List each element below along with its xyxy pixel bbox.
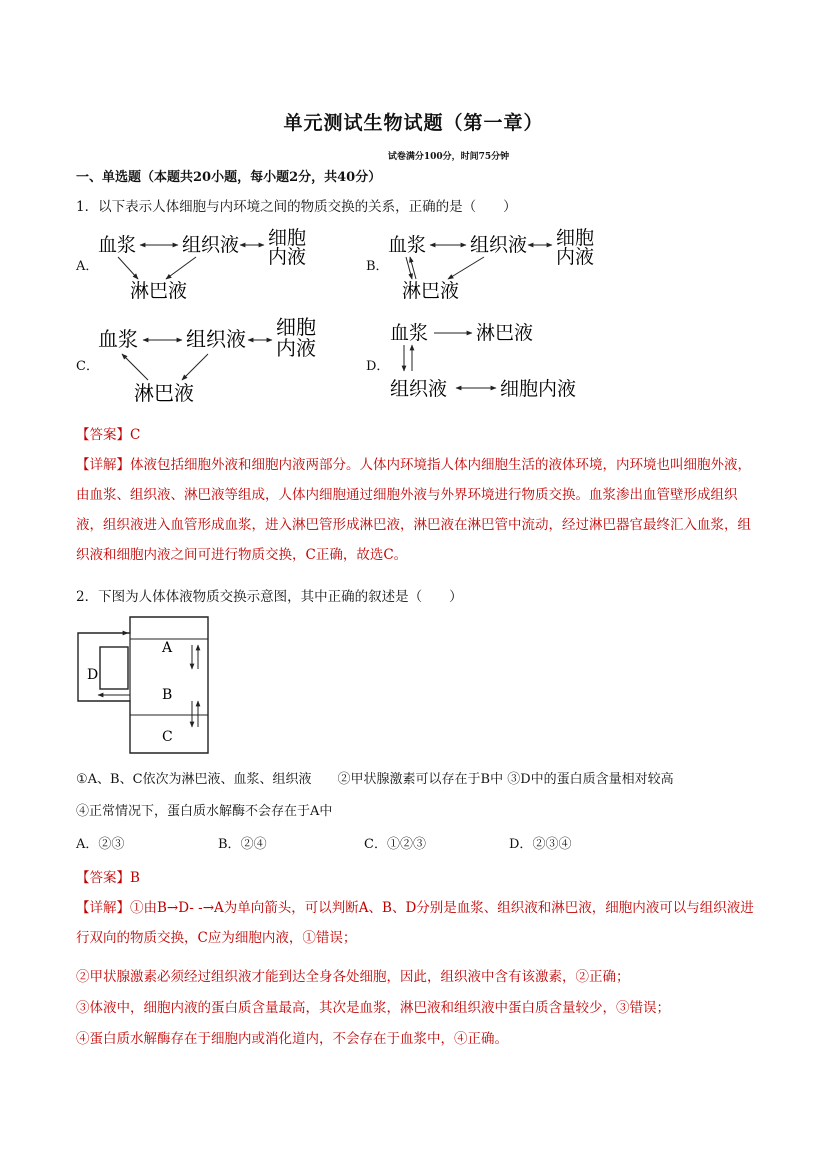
q1-explanation — [76, 450, 756, 570]
node-lymph: 淋巴液 — [476, 322, 534, 344]
node-cell-1: 细胞 — [268, 227, 307, 249]
answer-value: B — [130, 870, 140, 886]
answer-value: C — [130, 427, 141, 443]
option-letter: D． — [509, 837, 533, 852]
node-tissue: 组织液 — [186, 327, 246, 351]
detail-line-1: ①由B→D- -→A为单向箭头，可以判断A、B、D分别是血浆、组织液和淋巴液，细胞内液可以与组织液进行双向的物质交换，C应为细胞内液，①错误； — [76, 900, 754, 946]
detail-label: 【详解】 — [76, 900, 130, 916]
label-a: A — [162, 640, 173, 656]
node-cell-2: 内液 — [276, 336, 316, 360]
q1-option-c-letter: C． — [76, 359, 99, 374]
node-tissue: 组织液 — [390, 378, 448, 400]
q2-statements-line-2: ④正常情况下，蛋白质水解酶不会存在于A中 — [76, 804, 333, 819]
node-plasma: 血浆 — [98, 234, 137, 256]
detail-text: 体液包括细胞外液和细胞内液两部分。人体内环境指人体内细胞生活的液体环境，内环境也叫细胞外液，由血浆、组织液、淋巴液等组成，人体内细胞通过细胞外液与外界环境进行物质交换。血浆渗出血管壁形成组织液，组织液进入血管形成血浆，进入淋巴管形成淋巴液，淋巴液在淋巴管中流动，经过淋巴器官最终汇入血浆，组织液和细胞内液之间可进行物质交换，C正确，故选C。 — [76, 457, 751, 563]
q1-option-b-letter: B． — [366, 259, 389, 274]
q2-explanation — [76, 893, 756, 953]
q1-option-a-letter: A． — [76, 259, 99, 274]
node-cell-2: 内液 — [556, 246, 595, 268]
node-lymph: 淋巴液 — [130, 280, 188, 302]
node-lymph: 淋巴液 — [402, 280, 460, 302]
page-title: 单元测试生物试题（第一章） — [283, 112, 544, 134]
detail-label: 【详解】 — [76, 457, 130, 473]
q2-detail-line-2: ②甲状腺激素必须经过组织液才能到达全身各处细胞，因此，组织液中含有该激素，②正确； — [76, 969, 630, 985]
section-heading: 一、单选题（本题共20小题，每小题2分，共40分） — [76, 170, 382, 185]
exam-info: 试卷满分100分，时间75分钟 — [387, 152, 510, 162]
q1-option-a-diagram — [96, 225, 321, 309]
node-cell-2: 内液 — [268, 246, 307, 268]
q1-option-c-diagram — [96, 312, 326, 411]
option-text: ②③ — [98, 837, 125, 852]
answer-label: 【答案】 — [76, 427, 130, 443]
option-text: ②④ — [240, 837, 267, 852]
node-plasma: 血浆 — [98, 327, 138, 351]
q2-statements-line-1: ①A、B、C依次为淋巴液、血浆、组织液 ②甲状腺激素可以存在于B中 ③D中的蛋白质含量相对较高 — [76, 772, 674, 787]
node-cell: 细胞内液 — [500, 378, 577, 400]
q2-diagram — [76, 615, 216, 761]
q2-answer — [76, 866, 140, 886]
q2-option-a — [76, 833, 124, 852]
q1-option-d-diagram — [386, 315, 616, 409]
q1-option-d-letter: D． — [366, 359, 390, 374]
answer-label: 【答案】 — [76, 870, 130, 886]
q2-detail-line-3: ③体液中，细胞内液的蛋白质含量最高，其次是血浆，淋巴液和组织液中蛋白质含量较少，③错误； — [76, 1000, 670, 1016]
node-lymph: 淋巴液 — [134, 381, 194, 405]
node-tissue: 组织液 — [182, 234, 240, 256]
node-plasma: 血浆 — [388, 234, 427, 256]
node-plasma: 血浆 — [390, 322, 429, 344]
option-letter: C． — [364, 837, 387, 852]
q2-detail-line-4: ④蛋白质水解酶存在于细胞内或消化道内，不会存在于血浆中，④正确。 — [76, 1031, 508, 1047]
label-d: D — [87, 667, 99, 683]
label-c: C — [162, 729, 173, 745]
option-letter: A． — [76, 837, 99, 852]
q2-option-b — [218, 833, 267, 852]
q2-option-c — [364, 833, 426, 852]
question-1-stem: 1．以下表示人体细胞与内环境之间的物质交换的关系，正确的是（ ） — [76, 199, 517, 215]
option-letter: B． — [218, 837, 241, 852]
q1-answer — [76, 423, 140, 443]
q2-option-d — [509, 833, 571, 852]
node-cell-1: 细胞 — [276, 315, 316, 339]
node-tissue: 组织液 — [470, 234, 528, 256]
option-text: ①②③ — [386, 837, 426, 852]
node-cell-1: 细胞 — [556, 227, 595, 249]
question-2-stem: 2．下图为人体体液物质交换示意图，其中正确的叙述是（ ） — [76, 589, 463, 605]
q1-option-b-diagram — [386, 225, 611, 309]
label-b: B — [162, 687, 173, 703]
option-text: ②③④ — [532, 837, 572, 852]
